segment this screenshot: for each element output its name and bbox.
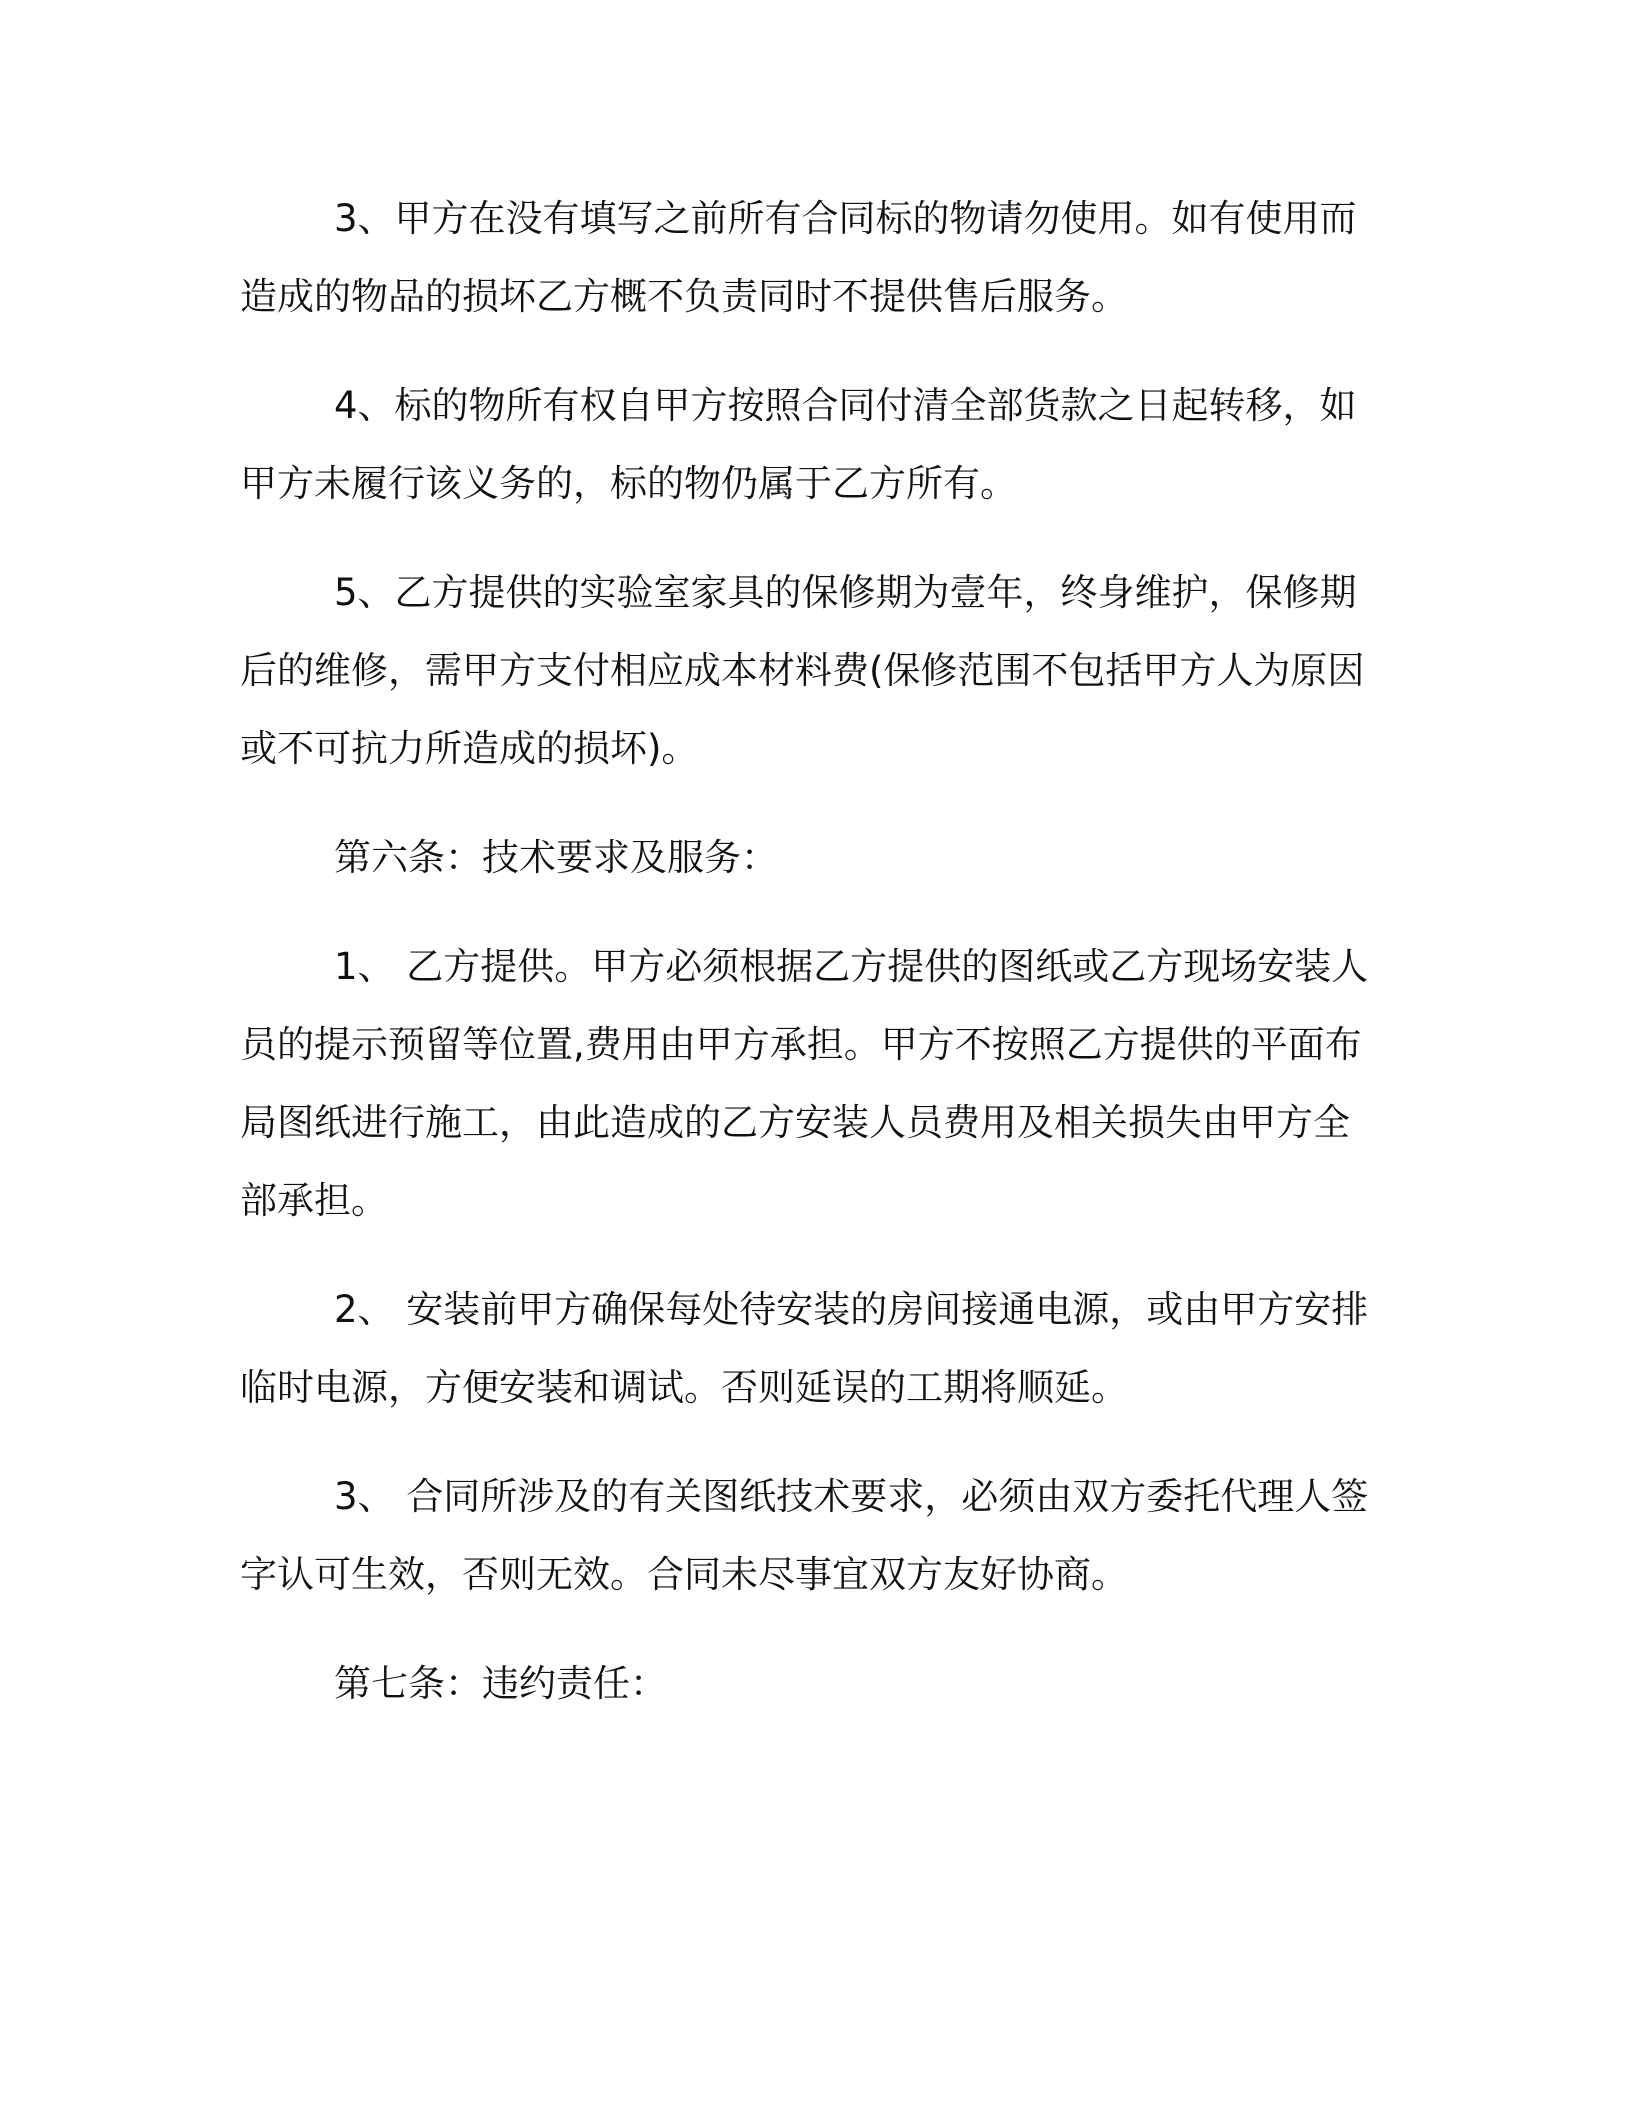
article-6-heading: 第六条：技术要求及服务： xyxy=(334,836,778,879)
article-7-heading: 第七条：违约责任： xyxy=(334,1662,667,1705)
clause-paragraph-5-4: 4、标的物所有权自甲方按照合同付清全部货款之日起转移，如甲方未履行该义务的，标的物仍属于乙方所有。 xyxy=(240,384,1357,505)
clause-paragraph-5-3: 3、甲方在没有填写之前所有合同标的物请勿使用。如有使用而造成的物品的损坏乙方概不负责同时不提供售后服务。 xyxy=(240,197,1357,318)
document-body xyxy=(240,180,1370,1754)
clause-paragraph-6-2: 2、 安装前甲方确保每处待安装的房间接通电源，或由甲方安排临时电源，方便安装和调试。否则延误的工期将顺延。 xyxy=(240,1288,1369,1409)
clause-paragraph-6-3: 3、 合同所涉及的有关图纸技术要求，必须由双方委托代理人签字认可生效，否则无效。合同未尽事宜双方友好协商。 xyxy=(240,1475,1369,1596)
clause-paragraph-5-5: 5、乙方提供的实验室家具的保修期为壹年，终身维护，保修期后的维修，需甲方支付相应成本材料费(保修范围不包括甲方人为原因或不可抗力所造成的损坏)。 xyxy=(240,571,1365,770)
clause-paragraph-6-1: 1、 乙方提供。甲方必须根据乙方提供的图纸或乙方现场安装人员的提示预留等位置,费用由甲方承担。甲方不按照乙方提供的平面布局图纸进行施工，由此造成的乙方安装人员费用及相关损失由甲方全部承担。 xyxy=(240,945,1369,1222)
